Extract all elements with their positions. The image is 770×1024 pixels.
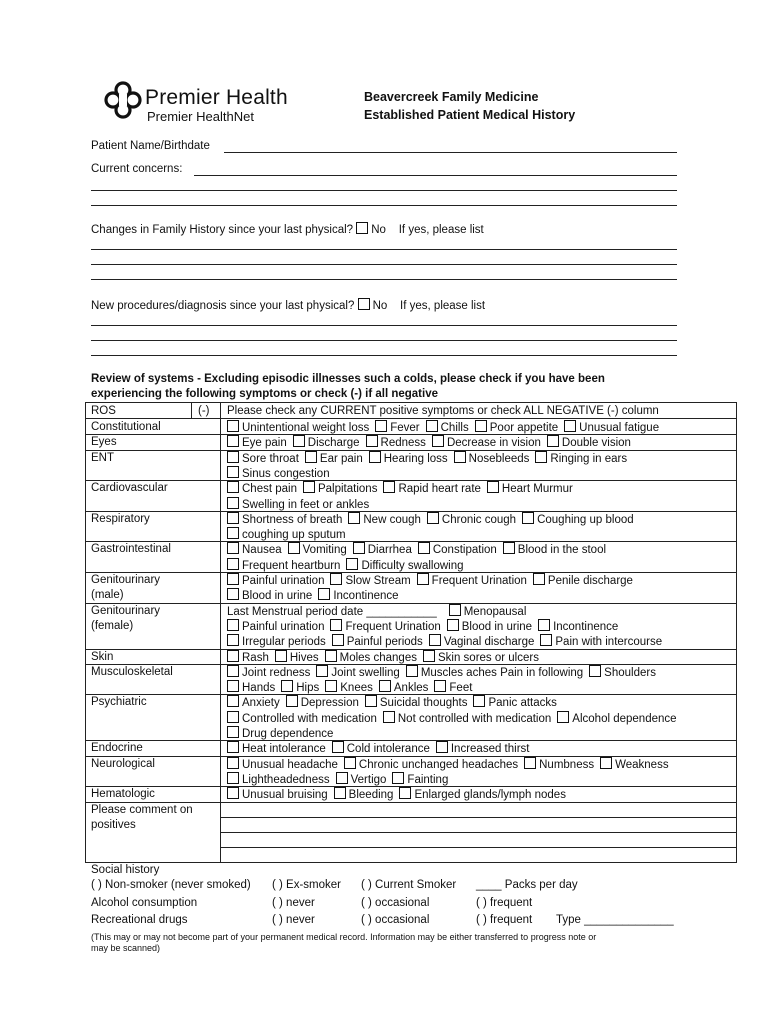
symptom-checkbox[interactable]: [227, 588, 239, 600]
symptom-label: Fever: [390, 422, 420, 434]
symptom-checkbox[interactable]: [375, 420, 387, 432]
ros-symptom-line: [227, 512, 640, 528]
form-title: Established Patient Medical History: [364, 108, 576, 122]
symptom-label: Lightheadedness: [242, 773, 330, 786]
patient-name-label: Patient Name/Birthdate: [91, 140, 210, 152]
symptom-checkbox[interactable]: [473, 695, 485, 707]
symptom-checkbox[interactable]: [429, 634, 441, 646]
symptom-label: Blood in the stool: [517, 544, 607, 557]
symptom-checkbox[interactable]: [330, 573, 342, 585]
patient-name-field[interactable]: [224, 152, 677, 153]
symptom-checkbox[interactable]: [325, 650, 337, 662]
col-divider-neg: [191, 403, 192, 418]
symptom-label: Numbness: [539, 758, 595, 771]
symptom-label: Vaginal discharge: [443, 636, 535, 649]
clinic-name: Beavercreek Family Medicine: [364, 90, 539, 104]
symptom-checkbox[interactable]: [365, 695, 377, 707]
col-divider: [220, 403, 221, 862]
symptom-checkbox[interactable]: [227, 741, 239, 753]
symptom-checkbox[interactable]: [406, 665, 418, 677]
symptom-checkbox[interactable]: [366, 435, 378, 447]
ros-table: [85, 402, 737, 863]
symptom-checkbox[interactable]: [227, 573, 239, 585]
symptom-label: Unusual headache: [242, 758, 338, 771]
social-history-title: Social history: [91, 864, 160, 876]
ros-symptom-line: [227, 481, 579, 497]
alcohol-occasional-option[interactable]: ( ) occasional: [361, 897, 430, 909]
comment-line[interactable]: [220, 847, 736, 848]
symptom-label: Not controlled with medication: [397, 712, 552, 725]
smoke-current-option[interactable]: ( ) Current Smoker: [361, 879, 457, 891]
symptom-checkbox[interactable]: [227, 650, 239, 662]
alcohol-never-option[interactable]: ( ) never: [272, 897, 315, 909]
procedures-line[interactable]: [91, 355, 677, 356]
symptom-checkbox[interactable]: [392, 772, 404, 784]
symptom-checkbox[interactable]: [316, 665, 328, 677]
current-concerns-field[interactable]: [194, 175, 677, 176]
symptom-label: Eye pain: [242, 437, 287, 450]
smoke-ex-option[interactable]: ( ) Ex-smoker: [272, 879, 341, 891]
disclaimer-line1: (This may or may not become part of your permanent medical record. Information may be either transferred to progress note or: [91, 932, 597, 942]
concerns-line[interactable]: [91, 205, 677, 206]
symptom-checkbox[interactable]: [286, 695, 298, 707]
symptom-label: Sore throat: [242, 452, 299, 465]
family-history-label: Changes in Family History since your last physical?: [91, 224, 354, 236]
symptom-checkbox[interactable]: [533, 573, 545, 585]
symptom-label: Shortness of breath: [242, 513, 343, 526]
symptom-checkbox[interactable]: [332, 634, 344, 646]
ros-symptom-line: [227, 665, 662, 681]
symptom-checkbox[interactable]: [227, 527, 239, 539]
alcohol-frequent-option[interactable]: ( ) frequent: [476, 897, 533, 909]
ros-row-label: Skin: [91, 650, 114, 663]
logo-main-text: Premier Health: [145, 86, 288, 109]
symptom-label: Chills: [440, 422, 469, 434]
no-label: No: [371, 224, 386, 236]
clinic-header: [364, 88, 575, 124]
symptom-label: Coughing up blood: [537, 513, 634, 526]
symptom-label: Panic attacks: [488, 697, 557, 710]
symptom-label: Unintentional weight loss: [242, 422, 370, 434]
symptom-label: Hives: [289, 651, 319, 664]
ros-row-label: Endocrine: [91, 742, 143, 755]
symptom-checkbox[interactable]: [418, 542, 430, 554]
drugs-occasional-option[interactable]: ( ) occasional: [361, 914, 430, 926]
symptom-label: Palpitations: [317, 483, 378, 496]
symptom-label: Vertigo: [350, 773, 387, 786]
comment-label: Please comment on: [91, 803, 193, 816]
symptom-checkbox[interactable]: [557, 711, 569, 723]
logo-sub-text: Premier HealthNet: [147, 109, 254, 124]
family-history-no-checkbox[interactable]: [356, 222, 368, 234]
symptom-checkbox[interactable]: [522, 512, 534, 524]
symptom-label: Constipation: [432, 544, 497, 557]
symptom-checkbox[interactable]: [369, 451, 381, 463]
ros-row-label: Musculoskeletal: [91, 665, 173, 678]
ros-symptom-line: [227, 451, 633, 467]
symptom-checkbox[interactable]: [540, 634, 552, 646]
symptom-label: Anxiety: [242, 697, 280, 710]
ros-row-label: Respiratory: [91, 512, 150, 525]
family-history-line[interactable]: [91, 249, 677, 250]
ros-row-label: Eyes: [91, 436, 117, 449]
symptom-checkbox[interactable]: [344, 757, 356, 769]
symptom-checkbox[interactable]: [227, 772, 239, 784]
symptom-checkbox[interactable]: [427, 512, 439, 524]
symptom-checkbox[interactable]: [423, 650, 435, 662]
symptom-label: Frequent Urination: [431, 575, 527, 587]
ros-row-label: Constitutional: [91, 421, 161, 433]
symptom-checkbox[interactable]: [475, 420, 487, 432]
symptom-checkbox[interactable]: [318, 588, 330, 600]
ros-row-label: Genitourinary: [91, 574, 161, 586]
ros-symptom-line: [227, 757, 675, 773]
drugs-type-field[interactable]: Type ______________: [556, 914, 674, 926]
symptom-checkbox[interactable]: [434, 680, 446, 692]
neg-col-header: (-): [198, 405, 210, 417]
symptom-label: Joint redness: [242, 666, 311, 679]
symptom-checkbox[interactable]: [275, 650, 287, 662]
symptom-label: Menopausal: [463, 605, 527, 618]
symptom-checkbox[interactable]: [538, 619, 550, 631]
symptom-checkbox[interactable]: [383, 711, 395, 723]
symptom-checkbox[interactable]: [227, 726, 239, 738]
symptom-checkbox[interactable]: [447, 619, 459, 631]
symptom-label: Chronic unchanged headaches: [358, 758, 519, 771]
symptom-label: Hands: [242, 682, 276, 695]
symptom-checkbox[interactable]: [334, 787, 346, 799]
symptom-checkbox[interactable]: [227, 451, 239, 463]
ros-col-header: ROS: [91, 405, 116, 417]
symptom-label: Double vision: [561, 437, 631, 450]
symptom-label: Pain with intercourse: [555, 636, 663, 649]
symptom-checkbox[interactable]: [227, 481, 239, 493]
symptom-label: Heat intolerance: [242, 743, 326, 756]
symptom-label: coughing up sputum: [242, 529, 346, 542]
symptom-label: Penile discharge: [547, 575, 633, 587]
family-history-line[interactable]: [91, 264, 677, 265]
symptom-label: Painful urination: [242, 575, 325, 587]
symptom-label: New cough: [363, 513, 421, 526]
symptom-checkbox[interactable]: [227, 787, 239, 799]
symptom-label: Incontinence: [553, 620, 619, 633]
ros-row-sublabel: (male): [91, 589, 124, 602]
symptom-checkbox[interactable]: [383, 481, 395, 493]
family-history-question: [91, 222, 484, 237]
symptom-checkbox[interactable]: [524, 757, 536, 769]
symptom-label: Chronic cough: [441, 513, 517, 526]
symptom-label: Knees: [340, 682, 373, 695]
concerns-line[interactable]: [91, 190, 677, 191]
ros-heading-line1: Review of systems - Excluding episodic illnesses such a colds, please check if you have been: [91, 373, 605, 385]
premier-health-logo-icon: [103, 80, 143, 120]
symptom-checkbox[interactable]: [227, 757, 239, 769]
symptom-checkbox[interactable]: [336, 772, 348, 784]
symptom-label: Slow Stream: [345, 575, 411, 587]
ros-symptom-line: [227, 573, 639, 589]
ros-row-label: Hematologic: [91, 788, 155, 801]
comment-line[interactable]: [220, 832, 736, 833]
symptom-label: Controlled with medication: [242, 712, 377, 725]
instruction-header: Please check any CURRENT positive symptoms or check ALL NEGATIVE (-) column: [227, 405, 659, 417]
symptom-label: Irregular periods: [242, 636, 326, 649]
symptom-checkbox[interactable]: [325, 680, 337, 692]
symptom-label: Hearing loss: [383, 452, 448, 465]
symptom-checkbox[interactable]: [487, 481, 499, 493]
ros-symptom-line: [227, 619, 624, 635]
alcohol-label: Alcohol consumption: [91, 897, 198, 909]
symptom-label: Poor appetite: [489, 422, 559, 434]
procedures-no-checkbox[interactable]: [358, 298, 370, 310]
symptom-checkbox[interactable]: [589, 665, 601, 677]
lmp-date-field[interactable]: Last Menstrual period date ___________: [227, 605, 437, 618]
ros-row-label: Psychiatric: [91, 696, 147, 709]
family-history-line[interactable]: [91, 279, 677, 280]
symptom-checkbox[interactable]: [303, 481, 315, 493]
ros-symptom-line: [227, 604, 532, 620]
ros-symptom-line: [227, 711, 683, 727]
symptom-label: Heart Murmur: [501, 483, 573, 496]
symptom-label: Ringing in ears: [550, 452, 628, 465]
symptom-checkbox[interactable]: [353, 542, 365, 554]
smoke-non-option[interactable]: ( ) Non-smoker (never smoked): [91, 879, 251, 891]
symptom-checkbox[interactable]: [564, 420, 576, 432]
symptom-label: Decrease in vision: [446, 437, 541, 450]
ros-row-sublabel: (female): [91, 619, 134, 632]
header-divider: [86, 418, 736, 419]
ros-row-label: Neurological: [91, 757, 155, 770]
drugs-frequent-option[interactable]: ( ) frequent: [476, 914, 533, 926]
symptom-checkbox[interactable]: [227, 619, 239, 631]
symptom-checkbox[interactable]: [417, 573, 429, 585]
symptom-checkbox[interactable]: [227, 497, 239, 509]
symptom-label: Frequent heartburn: [242, 559, 341, 572]
symptom-label: Blood in urine: [461, 620, 533, 633]
symptom-checkbox[interactable]: [227, 512, 239, 524]
ros-row-label: ENT: [91, 451, 114, 464]
symptom-checkbox[interactable]: [305, 451, 317, 463]
drugs-never-option[interactable]: ( ) never: [272, 914, 315, 926]
symptom-checkbox[interactable]: [281, 680, 293, 692]
symptom-checkbox[interactable]: [227, 711, 239, 723]
symptom-checkbox[interactable]: [436, 741, 448, 753]
no-label: No: [372, 300, 388, 312]
symptom-checkbox[interactable]: [227, 695, 239, 707]
symptom-label: Enlarged glands/lymph nodes: [414, 789, 566, 802]
symptom-label: Diarrhea: [367, 544, 412, 557]
procedures-question: [91, 298, 485, 313]
symptom-label: Alcohol dependence: [572, 712, 677, 725]
symptom-label: Shoulders: [604, 666, 656, 679]
procedures-label: New procedures/diagnosis since your last physical?: [91, 300, 355, 312]
symptom-checkbox[interactable]: [503, 542, 515, 554]
symptom-checkbox[interactable]: [399, 787, 411, 799]
symptom-checkbox[interactable]: [426, 420, 438, 432]
symptom-label: Unusual fatigue: [579, 422, 660, 434]
symptom-checkbox[interactable]: [600, 757, 612, 769]
if-yes-label: If yes, please list: [400, 300, 486, 312]
drugs-label: Recreational drugs: [91, 914, 188, 926]
if-yes-label: If yes, please list: [398, 224, 484, 236]
comment-line[interactable]: [220, 817, 736, 818]
symptom-checkbox[interactable]: [227, 420, 239, 432]
symptom-label: Painful periods: [346, 636, 423, 649]
symptom-checkbox[interactable]: [293, 435, 305, 447]
symptom-label: Depression: [300, 697, 359, 710]
symptom-label: Increased thirst: [450, 743, 530, 756]
symptom-checkbox[interactable]: [330, 619, 342, 631]
ros-row-label: Cardiovascular: [91, 482, 168, 495]
symptom-label: Nausea: [242, 544, 282, 557]
symptom-label: Hips: [296, 682, 320, 695]
symptom-label: Swelling in feet or ankles: [242, 498, 370, 511]
symptom-checkbox[interactable]: [227, 466, 239, 478]
symptom-label: Blood in urine: [242, 590, 313, 603]
comment-label: positives: [91, 818, 136, 831]
ros-row-label: Gastrointestinal: [91, 543, 171, 556]
symptom-label: Joint swelling: [331, 666, 400, 679]
symptom-checkbox[interactable]: [288, 542, 300, 554]
symptom-checkbox[interactable]: [535, 451, 547, 463]
symptom-label: Ear pain: [319, 452, 363, 465]
symptom-label: Ankles: [393, 682, 429, 695]
current-concerns-label: Current concerns:: [91, 163, 183, 175]
symptom-label: Moles changes: [339, 651, 417, 664]
symptom-checkbox[interactable]: [454, 451, 466, 463]
symptom-label: Bleeding: [348, 789, 394, 802]
symptom-label: Cold intolerance: [346, 743, 430, 756]
symptom-label: Weakness: [615, 758, 669, 771]
ros-symptom-line: [227, 542, 612, 558]
procedures-line[interactable]: [91, 325, 677, 326]
symptom-checkbox[interactable]: [227, 558, 239, 570]
symptom-checkbox[interactable]: [227, 435, 239, 447]
symptom-checkbox[interactable]: [379, 680, 391, 692]
symptom-label: Redness: [380, 437, 426, 450]
packs-field[interactable]: ____ Packs per day: [476, 879, 578, 891]
symptom-checkbox[interactable]: [227, 665, 239, 677]
symptom-label: Fainting: [407, 773, 449, 786]
symptom-label: Vomiting: [302, 544, 347, 557]
symptom-label: Incontinence: [333, 590, 399, 603]
symptom-checkbox[interactable]: [332, 741, 344, 753]
symptom-checkbox[interactable]: [348, 512, 360, 524]
ros-row-label: Genitourinary: [91, 604, 161, 617]
symptom-label: Rash: [242, 651, 269, 664]
symptom-label: Discharge: [307, 437, 360, 450]
symptom-checkbox[interactable]: [449, 604, 461, 616]
procedures-line[interactable]: [91, 340, 677, 341]
disclaimer-line2: may be scanned): [91, 943, 161, 953]
symptom-label: Suicidal thoughts: [379, 697, 468, 710]
symptom-checkbox[interactable]: [227, 634, 239, 646]
symptom-label: Feet: [449, 682, 473, 695]
symptom-checkbox[interactable]: [346, 558, 358, 570]
symptom-checkbox[interactable]: [432, 435, 444, 447]
symptom-label: Skin sores or ulcers: [437, 651, 539, 664]
ros-heading-line2: experiencing the following symptoms or check (-) if all negative: [91, 388, 438, 400]
symptom-checkbox[interactable]: [227, 542, 239, 554]
symptom-checkbox[interactable]: [547, 435, 559, 447]
symptom-label: Sinus congestion: [242, 467, 330, 480]
ros-symptom-line: [227, 695, 563, 711]
symptom-label: Rapid heart rate: [398, 483, 481, 496]
symptom-label: Difficulty swallowing: [361, 559, 464, 572]
symptom-checkbox[interactable]: [227, 680, 239, 692]
symptom-label: Drug dependence: [242, 728, 334, 740]
symptom-label: Painful urination: [242, 620, 325, 633]
symptom-label: Muscles aches Pain in following: [420, 666, 584, 679]
symptom-label: Nosebleeds: [468, 452, 530, 465]
symptom-label: Chest pain: [242, 483, 297, 496]
symptom-label: Frequent Urination: [345, 620, 441, 633]
symptom-label: Unusual bruising: [242, 789, 328, 802]
